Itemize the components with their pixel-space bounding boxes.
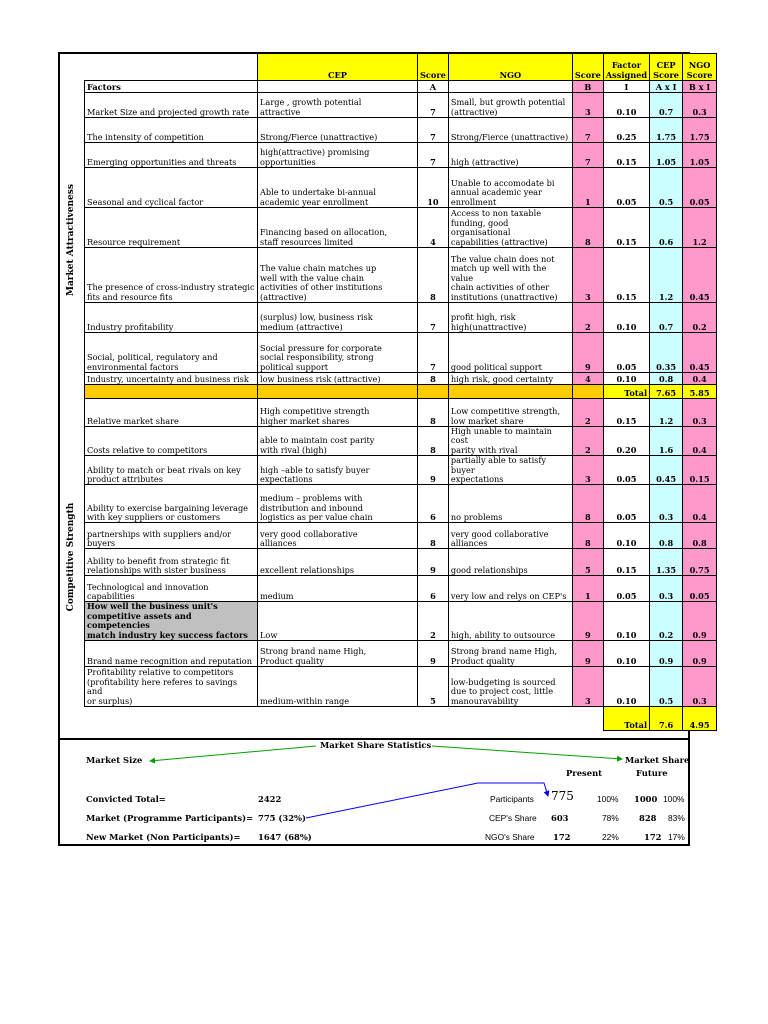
factor-cell: Ability to exercise bargaining leverage with key suppliers or customers xyxy=(85,485,258,523)
present-header: Present xyxy=(566,768,603,778)
ngo-score-header: NGO Score xyxy=(683,54,717,81)
share-present-value: 603 xyxy=(551,813,569,823)
cep-score-value: 8 xyxy=(418,248,449,303)
factor-cell: Market Size and projected growth rate xyxy=(85,93,258,118)
ngo-description: Strong/Fierce (unattractive) xyxy=(448,118,572,143)
ngo-score-value: 4 xyxy=(572,373,603,385)
ngo-score-value: 8 xyxy=(572,523,603,549)
factor-cell: Technological and innovation capabilities xyxy=(85,576,258,602)
col-i-header: I xyxy=(603,81,649,93)
ngo-score-value: 3 xyxy=(572,248,603,303)
total-label: Total xyxy=(603,385,649,399)
ngo-score-value: 7 xyxy=(572,143,603,168)
ngo-weighted-score: 0.4 xyxy=(683,373,717,385)
share-present-pct: 78% xyxy=(602,813,619,823)
ngo-score-value: 8 xyxy=(572,208,603,248)
ngo-score-value: 2 xyxy=(572,427,603,456)
ngo-description: Small, but growth potential (attractive) xyxy=(448,93,572,118)
ngo-header: NGO xyxy=(448,54,572,81)
factor-cell: Relative market share xyxy=(85,399,258,427)
share-future-value: 1000 xyxy=(634,794,658,804)
ngo-weighted-score: 0.3 xyxy=(683,399,717,427)
total-cep-score: 7.65 xyxy=(650,385,683,399)
cep-description: medium – problems with distribution and inbound logistics as per value chain xyxy=(258,485,418,523)
ngo-description: Strong brand name High, Product quality xyxy=(448,641,572,667)
cep-description: medium-within range xyxy=(258,667,418,707)
factor-cell: Industry, uncertainty and business risk xyxy=(85,373,258,385)
cep-weighted-score: 0.3 xyxy=(650,485,683,523)
factor-cell: partnerships with suppliers and/or buyers xyxy=(85,523,258,549)
cep-description: (surplus) low, business risk medium (attractive) xyxy=(258,303,418,333)
share-future-pct: 17% xyxy=(668,832,685,842)
cep-score-value: 6 xyxy=(418,576,449,602)
factor-weight: 0.10 xyxy=(603,602,649,641)
cep-score-value: 7 xyxy=(418,143,449,168)
factor-weight: 0.15 xyxy=(603,248,649,303)
cep-weighted-score: 0.6 xyxy=(650,208,683,248)
share-future-pct: 83% xyxy=(668,813,685,823)
ngo-score-value: 3 xyxy=(572,93,603,118)
cep-score-value: 5 xyxy=(418,667,449,707)
ngo-score-value: 3 xyxy=(572,456,603,485)
factors-header: Factors xyxy=(85,81,258,93)
ngo-score-value: 1 xyxy=(572,576,603,602)
ngo-weighted-score: 0.15 xyxy=(683,456,717,485)
ngo-weighted-score: 0.4 xyxy=(683,427,717,456)
cep-score-value: 8 xyxy=(418,373,449,385)
cep-weighted-score: 0.8 xyxy=(650,523,683,549)
ngo-weighted-score: 0.8 xyxy=(683,523,717,549)
cep-description: high –able to satisfy buyer expectations xyxy=(258,456,418,485)
ngo-description: The value chain does not match up well with the value chain activities of other institutions (unattractive) xyxy=(448,248,572,303)
ngo-description: very good collaborative alliances xyxy=(448,523,572,549)
cep-weighted-score: 0.35 xyxy=(650,333,683,373)
cep-weighted-score: 1.05 xyxy=(650,143,683,168)
total-label: Total xyxy=(603,707,649,731)
competitive-strength-label: Competitive Strength xyxy=(66,502,76,612)
ngo-weighted-score: 0.05 xyxy=(683,576,717,602)
factor-weight: 0.10 xyxy=(603,373,649,385)
cep-weighted-score: 1.6 xyxy=(650,427,683,456)
cep-weighted-score: 0.8 xyxy=(650,373,683,385)
share-future-pct: 100% xyxy=(663,794,685,804)
factor-cell: Ability to match or beat rivals on key product attributes xyxy=(85,456,258,485)
ngo-weighted-score: 1.75 xyxy=(683,118,717,143)
factor-cell: Resource requirement xyxy=(85,208,258,248)
programme-participants-value: 775 (32%) xyxy=(258,813,306,823)
cep-score-value: 8 xyxy=(418,523,449,549)
cep-score-value: 7 xyxy=(418,333,449,373)
cep-score-value: 4 xyxy=(418,208,449,248)
cep-description: low business risk (attractive) xyxy=(258,373,418,385)
share-present-pct: 100% xyxy=(597,794,619,804)
ngo-description: high, ability to outsource xyxy=(448,602,572,641)
ngo-description: High unable to maintain cost parity with rival xyxy=(448,427,572,456)
factor-weight: 0.05 xyxy=(603,485,649,523)
cep-weighted-score: 0.7 xyxy=(650,303,683,333)
cep-description: medium xyxy=(258,576,418,602)
factor-weight: 0.15 xyxy=(603,549,649,576)
share-present-pct: 22% xyxy=(602,832,619,842)
stats-title: Market Share Statistics xyxy=(320,740,432,750)
factor-weight: 0.10 xyxy=(603,667,649,707)
cep-score-value: 7 xyxy=(418,303,449,333)
factor-weight: 0.15 xyxy=(603,399,649,427)
ngo-score-value: 7 xyxy=(572,118,603,143)
col-b-header: B xyxy=(572,81,603,93)
ngo-weighted-score: 0.4 xyxy=(683,485,717,523)
share-present-value: 775 xyxy=(551,789,574,803)
ngo-score-value: 8 xyxy=(572,485,603,523)
cep-description: high(attractive) promising opportunities xyxy=(258,143,418,168)
cep-score-value: 10 xyxy=(418,168,449,208)
ngo-description: Access to non taxable funding, good organisational capabilities (attractive) xyxy=(448,208,572,248)
market-size-arrow xyxy=(150,746,316,761)
factor-weight: 0.05 xyxy=(603,168,649,208)
cep-score-value: 6 xyxy=(418,485,449,523)
factor-weight: 0.20 xyxy=(603,427,649,456)
factor-weight: 0.05 xyxy=(603,456,649,485)
ngo-score-value: 9 xyxy=(572,333,603,373)
ngo-weighted-score: 0.2 xyxy=(683,303,717,333)
factor-cell: Costs relative to competitors xyxy=(85,427,258,456)
ngo-weighted-score: 1.05 xyxy=(683,143,717,168)
ngo-weighted-score: 0.45 xyxy=(683,248,717,303)
factor-cell: Emerging opportunities and threats xyxy=(85,143,258,168)
factor-cell: Brand name recognition and reputation xyxy=(85,641,258,667)
share-row-label: Participants xyxy=(490,794,534,804)
total-ngo-score: 4.95 xyxy=(683,707,717,731)
ngo-score-value: 3 xyxy=(572,667,603,707)
factor-weight: 0.10 xyxy=(603,641,649,667)
cep-score-value: 8 xyxy=(418,399,449,427)
cep-score-value: 7 xyxy=(418,93,449,118)
ngo-weighted-score: 0.9 xyxy=(683,602,717,641)
factor-weight: 0.15 xyxy=(603,208,649,248)
ngo-weighted-score: 0.9 xyxy=(683,641,717,667)
market-attractiveness-label: Market Attractiveness xyxy=(66,184,76,296)
cep-weighted-score: 1.75 xyxy=(650,118,683,143)
cep-weighted-score: 0.45 xyxy=(650,456,683,485)
future-header: Future xyxy=(636,768,668,778)
factor-weight: 0.15 xyxy=(603,143,649,168)
participants-arrow xyxy=(306,783,548,818)
cep-description: very good collaborative alliances xyxy=(258,523,418,549)
factor-weight: 0.05 xyxy=(603,576,649,602)
ngo-description: partially able to satisfy buyer expectations xyxy=(448,456,572,485)
ngo-description: high (attractive) xyxy=(448,143,572,168)
ngo-score-value: 5 xyxy=(572,549,603,576)
factor-weight: 0.10 xyxy=(603,303,649,333)
factor-weight: 0.25 xyxy=(603,118,649,143)
ngo-description: profit high, risk high(unattractive) xyxy=(448,303,572,333)
total-ngo-score: 5.85 xyxy=(683,385,717,399)
cep-weighted-score: 0.5 xyxy=(650,168,683,208)
factor-cell: How well the business unit's competitive assets and competencies match industry key success factors xyxy=(85,602,258,641)
cep-description: excellent relationships xyxy=(258,549,418,576)
col-axi-header: A x I xyxy=(650,81,683,93)
new-market-label: New Market (Non Participants)= xyxy=(86,832,241,842)
share-row-label: NGO's Share xyxy=(485,832,535,842)
ngo-weighted-score: 1.2 xyxy=(683,208,717,248)
cep-score-header: CEP Score xyxy=(650,54,683,81)
cep-description: The value chain matches up well with the value chain activities of other institutions (attractive) xyxy=(258,248,418,303)
ngo-description: good political support xyxy=(448,333,572,373)
cep-description: able to maintain cost parity with rival (high) xyxy=(258,427,418,456)
cep-score-value: 7 xyxy=(418,118,449,143)
convicted-total-label: Convicted Total= xyxy=(86,794,166,804)
ngo-score-value: 2 xyxy=(572,303,603,333)
cep-description: Low xyxy=(258,602,418,641)
cep-description: High competitive strength higher market shares xyxy=(258,399,418,427)
cep-header: CEP xyxy=(258,54,418,81)
ngo-description: Unable to accomodate bi annual academic year enrollment xyxy=(448,168,572,208)
cep-score-value: 9 xyxy=(418,549,449,576)
share-future-value: 172 xyxy=(644,832,662,842)
total-cep-score: 7.6 xyxy=(650,707,683,731)
share-row-label: CEP's Share xyxy=(489,813,537,823)
ngo-weighted-score: 0.75 xyxy=(683,549,717,576)
cep-description: Financing based on allocation, staff resources limited xyxy=(258,208,418,248)
share-future-value: 828 xyxy=(639,813,657,823)
factor-cell: Social, political, regulatory and environmental factors xyxy=(85,333,258,373)
share-present-value: 172 xyxy=(553,832,571,842)
cep-description: Strong/Fierce (unattractive) xyxy=(258,118,418,143)
col-bxi-header: B x I xyxy=(683,81,717,93)
cep-score-value: 9 xyxy=(418,456,449,485)
cep-weighted-score: 1.2 xyxy=(650,248,683,303)
ngo-description: no problems xyxy=(448,485,572,523)
cep-weighted-score: 0.3 xyxy=(650,576,683,602)
score-header-ngo: Score xyxy=(572,54,603,81)
ngo-description: low-budgeting is sourced due to project cost, little manouravability xyxy=(448,667,572,707)
market-share-arrow xyxy=(432,746,622,759)
cep-weighted-score: 1.2 xyxy=(650,399,683,427)
cep-weighted-score: 1.35 xyxy=(650,549,683,576)
ngo-score-value: 9 xyxy=(572,641,603,667)
factor-cell: Seasonal and cyclical factor xyxy=(85,168,258,208)
cep-score-value: 2 xyxy=(418,602,449,641)
cep-weighted-score: 0.9 xyxy=(650,641,683,667)
cep-description: Able to undertake bi-annual academic year enrollment xyxy=(258,168,418,208)
ngo-weighted-score: 0.45 xyxy=(683,333,717,373)
factor-cell: Industry profitability xyxy=(85,303,258,333)
market-share-label: Market Share xyxy=(625,755,690,765)
cep-score-value: 8 xyxy=(418,427,449,456)
ngo-description: high risk, good certainty xyxy=(448,373,572,385)
ngo-weighted-score: 0.05 xyxy=(683,168,717,208)
cep-weighted-score: 0.7 xyxy=(650,93,683,118)
factor-assigned-header: Factor Assigned xyxy=(603,54,649,81)
convicted-total-value: 2422 xyxy=(258,794,282,804)
ngo-description: good relationships xyxy=(448,549,572,576)
ngo-description: Low competitive strength, low market share xyxy=(448,399,572,427)
new-market-value: 1647 (68%) xyxy=(258,832,312,842)
ngo-weighted-score: 0.3 xyxy=(683,93,717,118)
col-a-header: A xyxy=(418,81,449,93)
factor-weight: 0.10 xyxy=(603,93,649,118)
factor-weight: 0.05 xyxy=(603,333,649,373)
cep-description: Social pressure for corporate social responsibility, strong political support xyxy=(258,333,418,373)
factor-weight: 0.10 xyxy=(603,523,649,549)
cep-description: Strong brand name High, Product quality xyxy=(258,641,418,667)
factor-cell: Profitability relative to competitors (profitability here referes to savings and or surplus) xyxy=(85,667,258,707)
cep-score-value: 9 xyxy=(418,641,449,667)
ngo-score-value: 2 xyxy=(572,399,603,427)
ngo-weighted-score: 0.3 xyxy=(683,667,717,707)
ngo-score-value: 9 xyxy=(572,602,603,641)
cep-weighted-score: 0.2 xyxy=(650,602,683,641)
factor-cell: The presence of cross-industry strategic fits and resource fits xyxy=(85,248,258,303)
factor-cell: The intensity of competition xyxy=(85,118,258,143)
market-size-label: Market Size xyxy=(86,755,143,765)
cep-description: Large , growth potential attractive xyxy=(258,93,418,118)
factor-cell: Ability to benefit from strategic fit relationships with sister business xyxy=(85,549,258,576)
cep-weighted-score: 0.5 xyxy=(650,667,683,707)
programme-participants-label: Market (Programme Participants)= xyxy=(86,813,254,823)
ngo-description: very low and relys on CEP's xyxy=(448,576,572,602)
ngo-score-value: 1 xyxy=(572,168,603,208)
score-header: Score xyxy=(418,54,449,81)
